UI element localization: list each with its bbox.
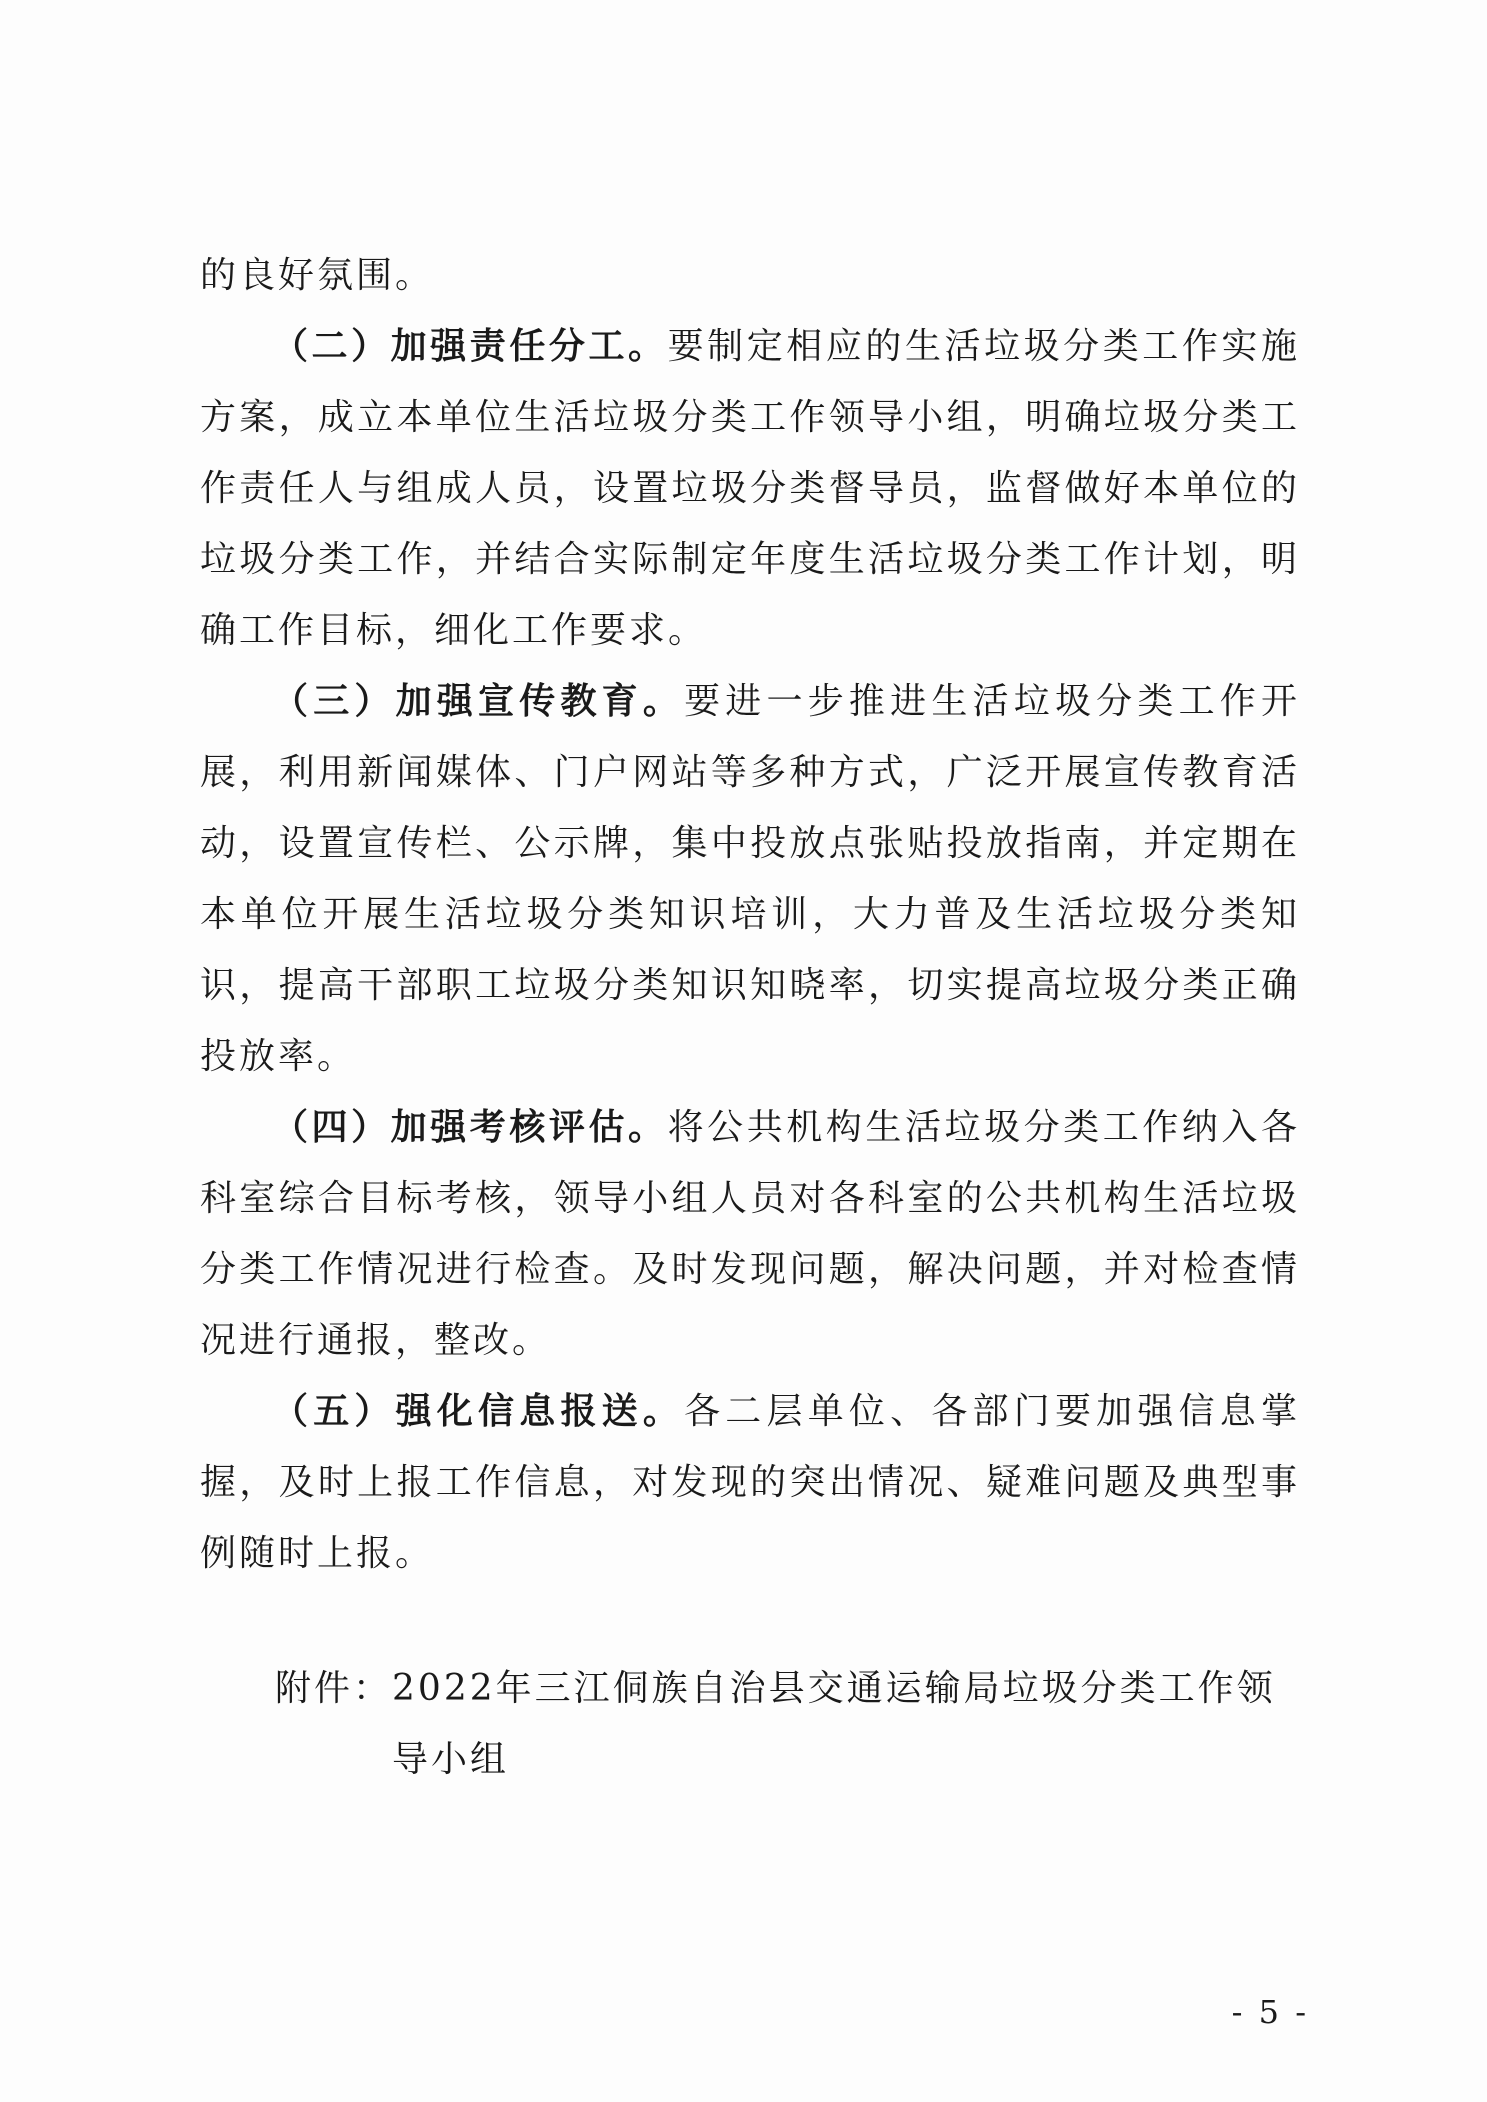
paragraph-1-text: 的良好氛围。 bbox=[200, 255, 435, 296]
paragraph-publicity-heading: （三）加强宣传教育。 bbox=[272, 680, 685, 722]
paragraph-reporting-text: 各二层单位、各部门要加强信息掌握，及时上报工作信息，对发现的突出情况、疑难问题及典型事例随时上报。 bbox=[200, 1391, 1300, 1574]
paragraph-responsibility-heading: （二）加强责任分工。 bbox=[272, 325, 668, 367]
paragraph-publicity-text: 要进一步推进生活垃圾分类工作开展，利用新闻媒体、门户网站等多种方式，广泛开展宣传教育活动，设置宣传栏、公示牌，集中投放点张贴投放指南，并定期在本单位开展生活垃圾分类知识培训，大力普及生活垃圾分类知识，提高干部职工垃圾分类知识知晓率，切实提高垃圾分类正确投放率。 bbox=[200, 681, 1300, 1077]
paragraph-assessment bbox=[200, 1092, 1300, 1376]
paragraph-responsibility bbox=[200, 311, 1300, 666]
paragraph-responsibility-text: 要制定相应的生活垃圾分类工作实施方案，成立本单位生活垃圾分类工作领导小组，明确垃圾分类工作责任人与组成人员，设置垃圾分类督导员，监督做好本单位的垃圾分类工作，并结合实际制定年度生活垃圾分类工作计划，明确工作目标，细化工作要求。 bbox=[200, 326, 1300, 651]
page-number: - 5 - bbox=[1231, 1993, 1309, 2031]
attachment-note bbox=[275, 1653, 1305, 1795]
paragraph-assessment-heading: （四）加强考核评估。 bbox=[272, 1106, 668, 1148]
paragraph-assessment-text: 将公共机构生活垃圾分类工作纳入各科室综合目标考核，领导小组人员对各科室的公共机构生活垃圾分类工作情况进行检查。及时发现问题，解决问题，并对检查情况进行通报，整改。 bbox=[200, 1107, 1300, 1361]
attachment-label: 附件： bbox=[275, 1668, 393, 1709]
document-body bbox=[200, 240, 1300, 1589]
paragraph-publicity bbox=[200, 666, 1300, 1092]
paragraph-reporting-heading: （五）强化信息报送。 bbox=[272, 1390, 685, 1432]
paragraph-reporting bbox=[200, 1376, 1300, 1589]
paragraph-1 bbox=[200, 240, 1300, 311]
attachment-title: 2022年三江侗族自治县交通运输局垃圾分类工作领导小组 bbox=[392, 1668, 1276, 1780]
